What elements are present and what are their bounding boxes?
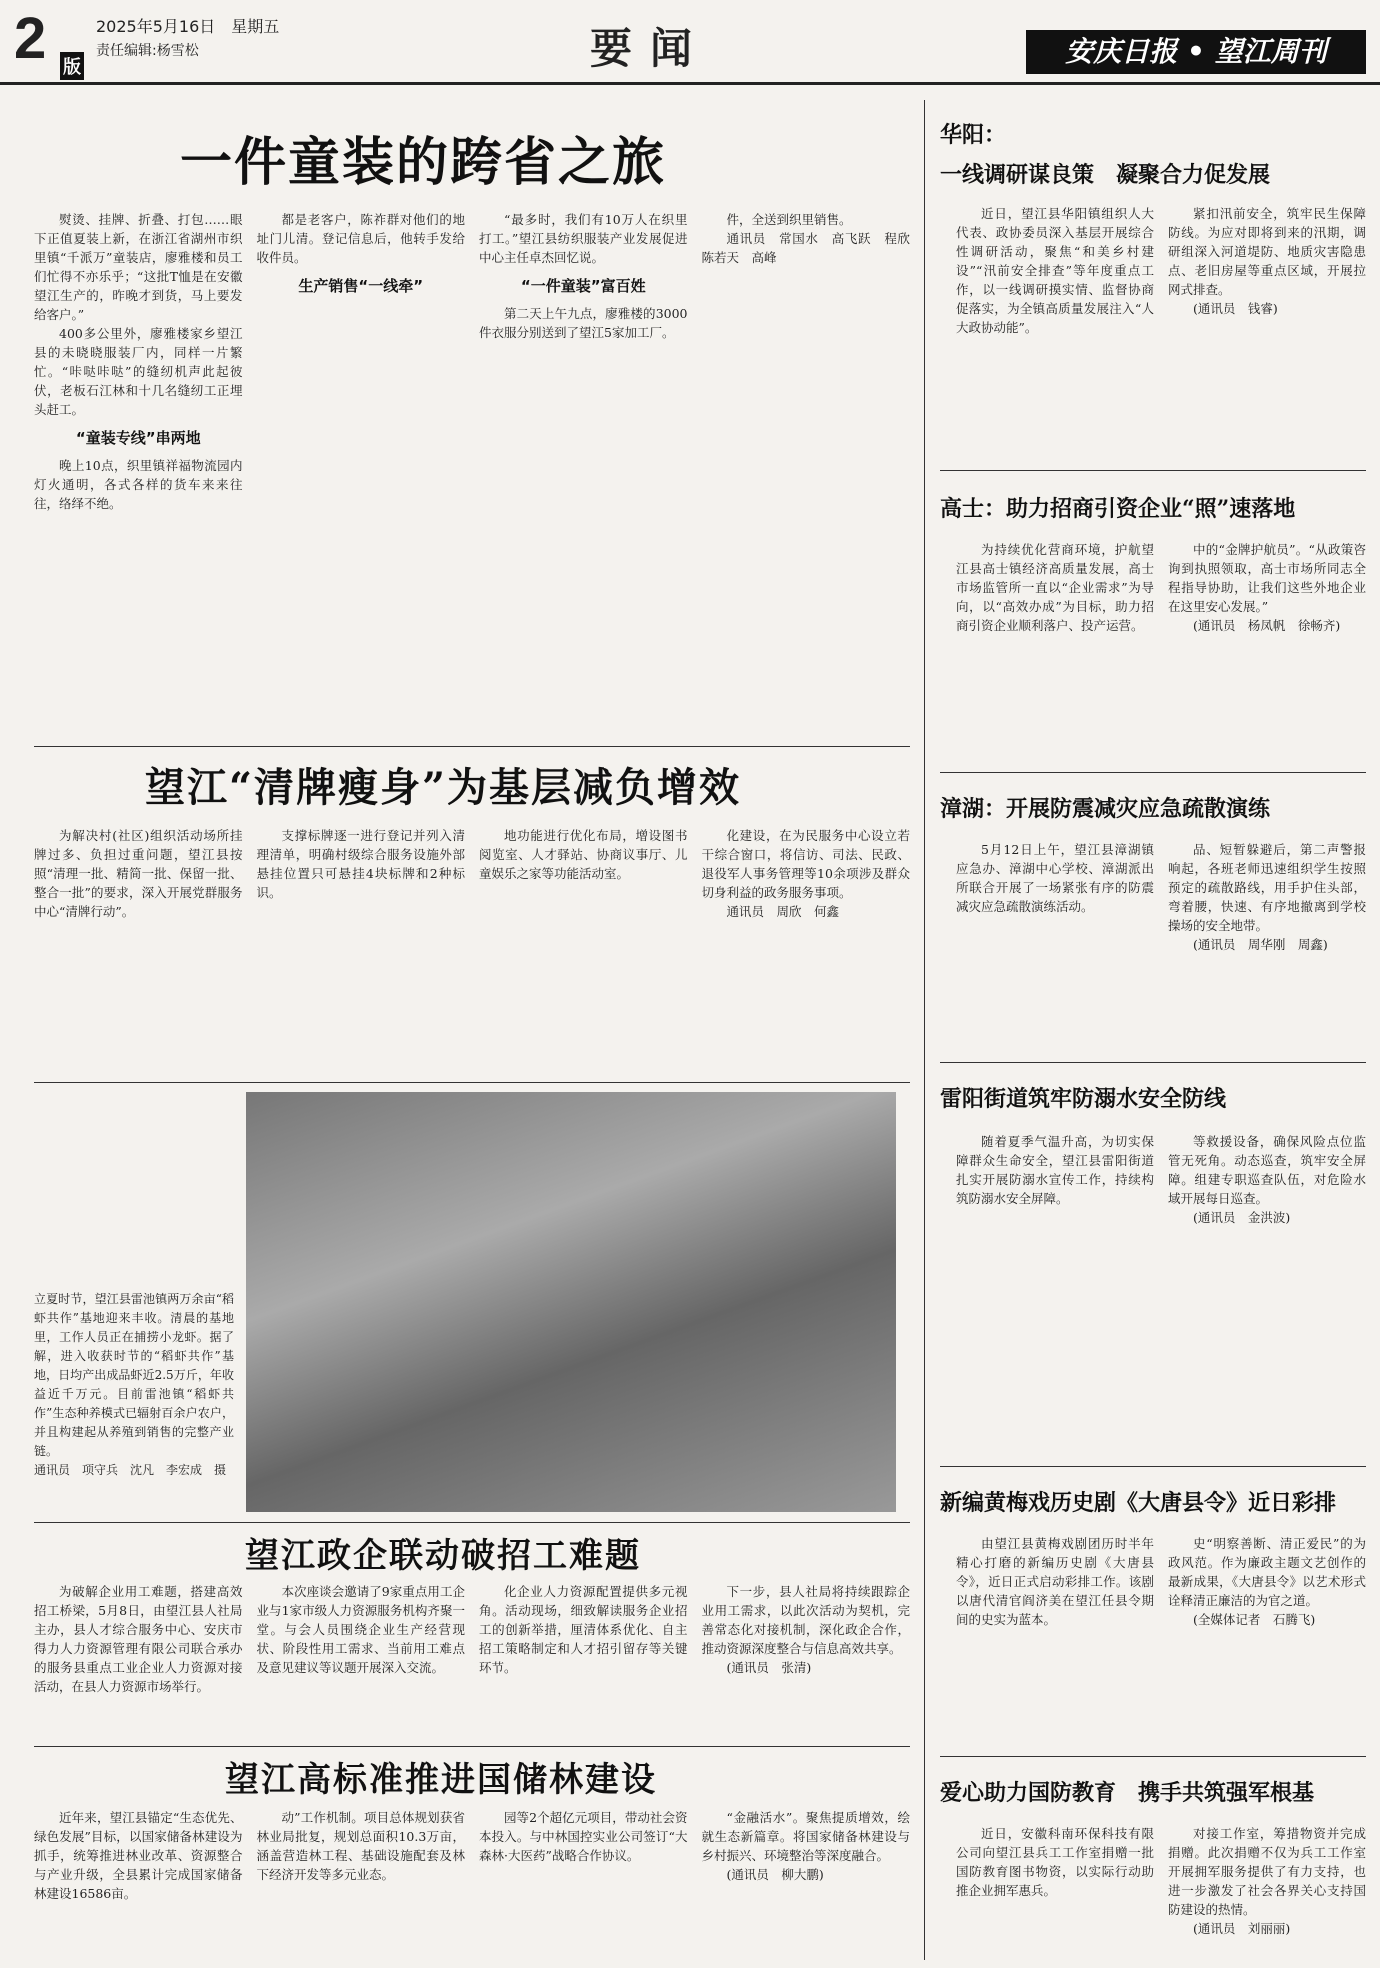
right5-p2: 史“明察善断、清正爱民”的为政风范。作为廉政主题文艺创作的最新成果，《大唐县令》以艺术形式诠释清正廉洁的为官之道。 bbox=[1168, 1536, 1366, 1608]
article2-p2: 支撑标牌逐一进行登记并列入清理清单，明确村级综合服务设施外部悬挂位置只可悬挂4块标牌和2种标识。 bbox=[256, 828, 465, 900]
right2-title: 高士：助力招商引资企业“照”速落地 bbox=[940, 496, 1296, 522]
article1-title: 一件童装的跨省之旅 bbox=[180, 132, 667, 193]
article1-p3: 晚上10点，织里镇祥福物流园内灯火通明，各式各样的货车来来往往，络绎不绝。 bbox=[34, 458, 243, 511]
article2-p4: 化建设，在为民服务中心设立若干综合窗口，将信访、司法、民政、退役军人事务管理等10余项涉及群众切身利益的政务服务事项。 bbox=[701, 828, 910, 900]
right4-credit: (通讯员 金洪波) bbox=[1193, 1210, 1291, 1225]
photo-caption bbox=[34, 1290, 234, 1480]
divider bbox=[940, 1062, 1366, 1063]
divider bbox=[34, 1746, 910, 1747]
article1-credit: 通讯员 常国水 高飞跃 程欣 陈若天 高峰 bbox=[701, 231, 923, 265]
divider bbox=[34, 1082, 910, 1083]
article4-body bbox=[34, 1808, 910, 1962]
editor-credit: 责任编辑:杨雪松 bbox=[96, 43, 199, 59]
right2-p2: 中的“金牌护航员”。“从政策咨询到执照领取，高士市场所同志全程指导协助，让我们这些外地企业在这里安心发展。” bbox=[1168, 542, 1366, 614]
issue-date: 2025年5月16日 星期五 bbox=[96, 17, 280, 36]
article2-p3: 地功能进行优化布局，增设图书阅览室、人才驿站、协商议事厅、儿童娱乐之家等功能活动室。 bbox=[479, 828, 688, 881]
article4-title: 望江高标准推进国储林建设 bbox=[225, 1760, 657, 1800]
photo-crayfish-harvest bbox=[246, 1092, 896, 1512]
article2-credit: 通讯员 周欣 何鑫 bbox=[726, 904, 840, 919]
right1-p1: 近日，望江县华阳镇组织人大代表、政协委员深入基层开展综合性调研活动，聚焦“和美乡村建设”“汛前安全排查”等年度重点工作，以一线调研摸实情、监督协商促落实，为全镇高质量发展注入“人大政协动能”。 bbox=[956, 206, 1154, 335]
right2-body bbox=[956, 540, 1366, 760]
right3-body bbox=[956, 840, 1366, 1060]
article3-p1: 为破解企业用工难题，搭建高效招工桥梁，5月8日，由望江县人社局主办，县人才综合服务中心、安庆市得力人力资源管理有限公司联合承办的服务县重点工业企业人力资源对接活动，在县人力资源市场举行。 bbox=[34, 1584, 243, 1694]
article1-p4: 都是老客户，陈祚群对他们的地址门儿清。登记信息后，他转手发给收件员。 bbox=[256, 212, 465, 265]
photo-caption-text: 立夏时节，望江县雷池镇两万余亩“稻虾共作”基地迎来丰收。清晨的基地里，工作人员正在捕捞小龙虾。据了解，进入收获时节的“稻虾共作”基地，日均产出成品虾近2.5万斤，年收益近千万元。目前雷池镇“稻虾共作”生态种养模式已辐射百余户农户，并且构建起从养殖到销售的完整产业链。 bbox=[34, 1292, 234, 1458]
right3-credit: (通讯员 周华刚 周鑫) bbox=[1193, 937, 1328, 952]
right3-title: 漳湖：开展防震减灾应急疏散演练 bbox=[940, 796, 1271, 822]
article1-p7: 第二天上午九点，廖雅楼的3000件衣服分别送到了望江5家加工厂。 bbox=[479, 306, 688, 340]
article1-sub3: “一件童装”富百姓 bbox=[520, 277, 646, 295]
article4-p4: “金融活水”。聚焦提质增效，绘就生态新篇章。将国家储备林建设与乡村振兴、环境整治等深度融合。 bbox=[701, 1810, 910, 1863]
article3-p4: 下一步，县人社局将持续跟踪企业用工需求，以此次活动为契机，完善常态化对接机制，深化政企合作，推动资源深度整合与信息高效共享。 bbox=[701, 1584, 910, 1656]
article1-sub1: “童装专线”串两地 bbox=[75, 429, 201, 447]
article3-body bbox=[34, 1582, 910, 1742]
right3-p1: 5月12日上午，望江县漳湖镇应急办、漳湖中心学校、漳湖派出所联合开展了一场紧张有序的防震减灾应急疏散演练活动。 bbox=[956, 842, 1154, 914]
right6-credit: (通讯员 刘丽丽) bbox=[1193, 1921, 1291, 1936]
right3-p2: 品、短暂躲避后，第二声警报响起，各班老师迅速组织学生按照预定的疏散路线，用手护住头部，弯着腰，快速、有序地撤离到学校操场的安全地带。 bbox=[1168, 842, 1366, 933]
right1-title-b: 一线调研谋良策 凝聚合力促发展 bbox=[940, 162, 1271, 188]
column-divider bbox=[924, 100, 925, 1960]
article2-p1: 为解决村(社区)组织活动场所挂牌过多、负担过重问题，望江县按照“清理一批、精简一批、保留一批、整合一批”的要求，深入开展党群服务中心“清牌行动”。 bbox=[34, 828, 243, 919]
article2-title: 望江“清牌瘦身”为基层减负增效 bbox=[145, 764, 742, 811]
right2-p1: 为持续优化营商环境，护航望江县高士镇经济高质量发展，高士市场监管所一直以“企业需求”为导向，以“高效办成”为目标，助力招商引资企业顺利落户、投产运营。 bbox=[956, 542, 1154, 633]
photo-credit: 通讯员 项守兵 沈凡 李宏成 摄 bbox=[34, 1463, 227, 1477]
right4-title: 雷阳街道筑牢防溺水安全防线 bbox=[940, 1086, 1227, 1112]
article3-p3: 化企业人力资源配置提供多元视角。活动现场，细致解读服务企业招工的创新举措，厘清体系优化、自主招工策略制定和人才招引留存等关键环节。 bbox=[479, 1584, 688, 1675]
divider bbox=[34, 1522, 910, 1523]
right4-p2: 等救援设备，确保风险点位监管无死角。动态巡查，筑牢安全屏障。组建专职巡查队伍，对危险水域开展每日巡查。 bbox=[1168, 1134, 1366, 1206]
article2-body bbox=[34, 826, 910, 1076]
divider bbox=[34, 746, 910, 747]
right5-title: 新编黄梅戏历史剧《大唐县令》近日彩排 bbox=[940, 1490, 1337, 1516]
right4-p1: 随着夏季气温升高，为切实保障群众生命安全，望江县雷阳街道扎实开展防溺水宣传工作，持续构筑防溺水安全屏障。 bbox=[956, 1134, 1154, 1206]
article4-p2: 动”工作机制。项目总体规划获省林业局批复，规划总面积10.3万亩，涵盖营造林工程、基础设施配套及林下经济开发等多元业态。 bbox=[256, 1810, 465, 1882]
right1-title-a: 华阳： bbox=[940, 122, 1007, 148]
right5-p1: 由望江县黄梅戏剧团历时半年精心打磨的新编历史剧《大唐县令》，近日正式启动彩排工作。该剧以唐代清官阎济美在望江任县令期间的史实为蓝本。 bbox=[956, 1536, 1154, 1627]
right2-credit: (通讯员 杨凤帆 徐畅齐) bbox=[1193, 618, 1341, 633]
masthead bbox=[0, 0, 1380, 85]
article1-p2: 400多公里外，廖雅楼家乡望江县的未晓晓服装厂内，同样一片繁忙。“咔哒咔哒”的缝纫机声此起彼伏，老板石江林和十几名缝纫工正埋头赶工。 bbox=[34, 326, 243, 417]
right1-p2: 紧扣汛前安全，筑牢民生保障防线。为应对即将到来的汛期，调研组深入河道堤防、地质灾害隐患点、老旧房屋等重点区域，开展拉网式排查。 bbox=[1168, 206, 1366, 297]
right5-body bbox=[956, 1534, 1366, 1754]
section-title: 要闻 bbox=[590, 24, 711, 73]
article4-p1: 近年来，望江县锚定“生态优先、绿色发展”目标，以国家储备林建设为抓手，统筹推进林业改革、资源整合与产业升级，全县累计完成国家储备林建设16586亩。 bbox=[34, 1810, 243, 1901]
article3-title: 望江政企联动破招工难题 bbox=[245, 1536, 641, 1576]
right5-credit: (全媒体记者 石腾飞) bbox=[1193, 1612, 1316, 1627]
page-number: 2 bbox=[14, 6, 47, 71]
divider bbox=[940, 470, 1366, 471]
article4-p3: 园等2个超亿元项目，带动社会资本投入。与中林国控实业公司签订“大森林·大医药”战略合作协议。 bbox=[479, 1810, 688, 1863]
right6-p2: 对接工作室，筹措物资并完成捐赠。此次捐赠不仅为兵工工作室开展拥军服务提供了有力支持，也进一步激发了社会各界关心支持国防建设的热情。 bbox=[1168, 1826, 1366, 1917]
right1-credit: (通讯员 钱睿) bbox=[1193, 301, 1278, 316]
article1-sub2: 生产销售“一线牵” bbox=[298, 277, 424, 295]
right6-title: 爱心助力国防教育 携手共筑强军根基 bbox=[940, 1780, 1315, 1806]
right4-body bbox=[956, 1132, 1366, 1462]
article4-credit: (通讯员 柳大鹏) bbox=[726, 1867, 824, 1882]
right1-body bbox=[956, 204, 1366, 446]
page-label: 版 bbox=[60, 52, 84, 80]
article1-body bbox=[34, 210, 923, 740]
paper-name: 安庆日报 • 望江周刊 bbox=[1026, 30, 1366, 74]
divider bbox=[940, 772, 1366, 773]
right6-body bbox=[956, 1824, 1366, 1962]
article1-p1: 熨烫、挂牌、折叠、打包……眼下正值夏装上新，在浙江省湖州市织里镇“千派万”童装店，廖雅楼和员工们忙得不亦乐乎；“这批T恤是在安徽望江生产的，昨晚才到货，马上要发给客户。” bbox=[34, 212, 243, 322]
article1-p6: 件，全送到织里销售。 bbox=[726, 212, 852, 227]
divider bbox=[940, 1466, 1366, 1467]
article3-credit: (通讯员 张清) bbox=[726, 1660, 812, 1675]
article3-p2: 本次座谈会邀请了9家重点用工企业与1家市级人力资源服务机构齐聚一堂。与会人员围绕企业生产经营现状、阶段性用工需求、当前用工难点及意见建议等议题开展深入交流。 bbox=[256, 1584, 465, 1675]
right6-p1: 近日，安徽科南环保科技有限公司向望江县兵工工作室捐赠一批国防教育图书物资，以实际行动助推企业拥军惠兵。 bbox=[956, 1826, 1154, 1898]
divider bbox=[940, 1756, 1366, 1757]
article1-p5: “最多时，我们有10万人在织里打工。”望江县纺织服装产业发展促进中心主任卓杰回忆说。 bbox=[479, 212, 688, 265]
